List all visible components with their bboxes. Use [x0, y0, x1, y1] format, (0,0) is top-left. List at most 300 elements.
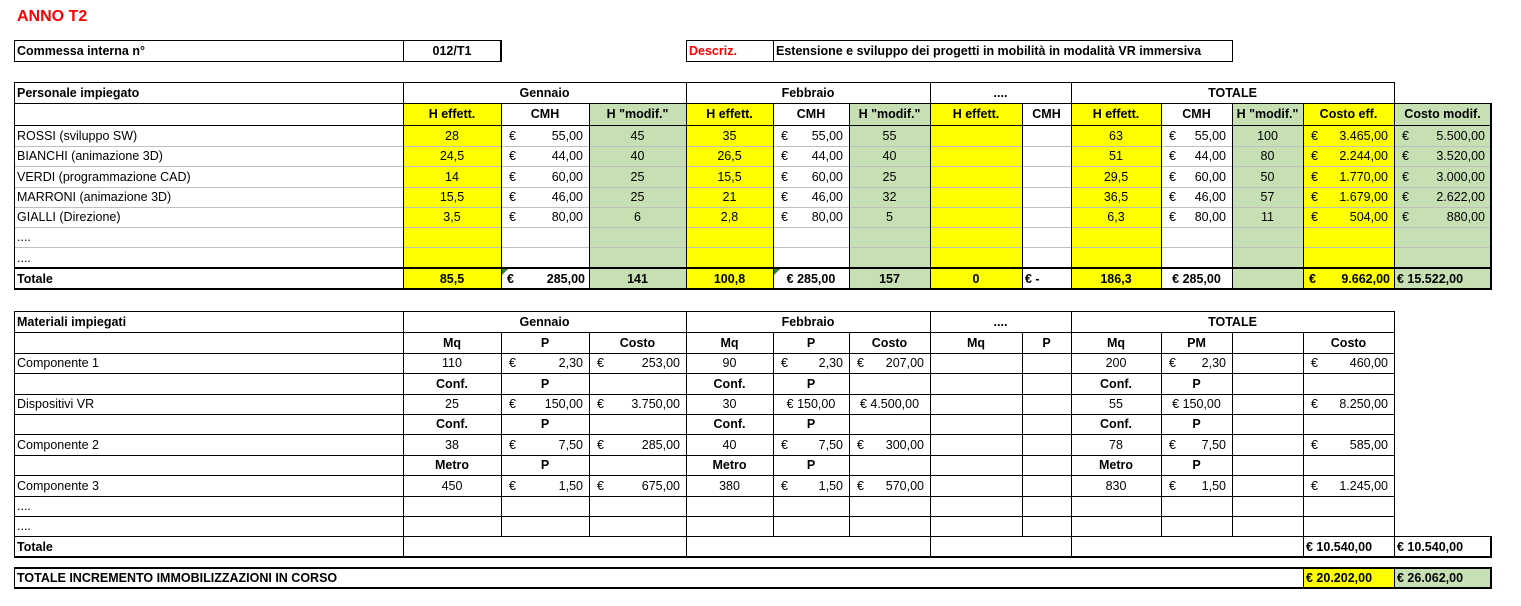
price-header: P [540, 376, 550, 391]
period-header: .... [993, 314, 1008, 329]
currency-amount: 80,00 [811, 210, 843, 224]
currency-amount: 2,30 [1201, 356, 1226, 370]
currency-amount: 7,50 [1201, 437, 1226, 452]
currency-amount: 60,00 [811, 169, 843, 184]
column-header: H "modif." [606, 107, 669, 121]
currency-amount: 570,00 [885, 478, 924, 493]
currency-symbol: € [781, 356, 788, 370]
period-header: Febbraio [781, 314, 835, 329]
hours-mod-total-cell[interactable]: 100 [1257, 128, 1278, 143]
column-header: CMH [530, 107, 560, 121]
hours-mod-cell[interactable]: 6 [634, 210, 641, 224]
page-title: ANNO T2 [17, 8, 88, 25]
total-cmh[interactable]: € 285,00 [786, 271, 836, 286]
currency-symbol: € [1311, 437, 1318, 452]
column-header: CMH [796, 107, 826, 121]
grid-line [14, 207, 1492, 208]
currency-amount: 8.250,00 [1339, 397, 1388, 411]
hours-mod-cell[interactable]: 5 [886, 210, 893, 224]
grid-line [849, 332, 850, 537]
period-header: .... [993, 85, 1008, 100]
period-header: Gennaio [519, 85, 570, 100]
price-cell[interactable] [773, 434, 849, 455]
grid-line [1161, 332, 1162, 537]
currency-symbol: € [1169, 169, 1176, 184]
grid-line [849, 103, 850, 290]
price-header: P [806, 376, 816, 391]
currency-symbol: € [781, 169, 788, 184]
hours-cell[interactable]: 21 [722, 190, 737, 204]
total-hours[interactable]: 85,5 [439, 271, 465, 286]
currency-symbol: € [781, 437, 788, 452]
hours-mod-cell[interactable]: 40 [630, 149, 645, 163]
currency-amount: 1.245,00 [1339, 478, 1388, 493]
currency-amount: 7,50 [818, 437, 843, 452]
currency-amount: 46,00 [551, 190, 583, 204]
price-header: P [806, 458, 816, 472]
price-header: P [1192, 417, 1201, 431]
column-header: Costo eff. [1319, 107, 1378, 121]
grid-line [14, 125, 1492, 126]
hours-mod-cell[interactable]: 25 [630, 190, 645, 204]
currency-symbol: € [1169, 149, 1176, 163]
hours-total-cell[interactable]: 6,3 [1107, 210, 1125, 224]
grid-line [1022, 103, 1023, 290]
grid-line [1303, 536, 1304, 558]
column-header: Costo [1330, 335, 1367, 350]
currency-amount: 55,00 [811, 128, 843, 143]
quantity-cell[interactable]: 110 [442, 356, 462, 370]
currency-amount: 9.662,00 [1341, 271, 1390, 286]
hours-mod-cell[interactable]: 32 [882, 190, 897, 204]
price-cell[interactable] [1161, 475, 1232, 496]
grid-line [1394, 568, 1395, 589]
total-hours-mod[interactable]: 157 [879, 271, 900, 286]
currency-symbol: € [509, 190, 516, 204]
currency-amount: 80,00 [1194, 210, 1226, 224]
column-header: Mq [720, 335, 739, 350]
currency-symbol: € [509, 149, 516, 163]
total-label: Totale [17, 271, 53, 286]
cost-cell[interactable] [589, 394, 686, 414]
grid-line [1303, 568, 1304, 589]
cost-cell[interactable] [849, 434, 930, 455]
employee-name: MARRONI (animazione 3D) [17, 190, 172, 204]
grid-line [14, 247, 1492, 248]
currency-amount: 60,00 [1194, 169, 1226, 184]
currency-symbol: € [1311, 210, 1318, 224]
total-costo-eff[interactable] [1303, 268, 1394, 289]
grid-line [403, 40, 404, 62]
currency-symbol: € [1402, 128, 1409, 143]
grid-line [14, 455, 1395, 456]
unit-header: Conf. [436, 376, 468, 391]
currency-symbol: € [1309, 271, 1316, 286]
grid-line [773, 103, 774, 290]
costo-eff-cell[interactable] [1303, 146, 1394, 166]
currency-amount: 253,00 [641, 356, 680, 370]
hours-mod-total-cell[interactable]: 50 [1260, 169, 1275, 184]
total-label: Totale [17, 539, 53, 554]
costo-eff-cell[interactable] [1303, 187, 1394, 207]
grid-line [403, 311, 404, 558]
currency-amount: 675,00 [641, 478, 680, 493]
column-header: Mq [442, 335, 462, 350]
currency-amount: 44,00 [551, 149, 583, 163]
currency-symbol: € [857, 356, 864, 370]
descr-value[interactable]: Estensione e sviluppo dei progetti in mobilità in modalità VR immersiva [776, 43, 1202, 58]
currency-amount: 2,30 [558, 356, 583, 370]
column-header: H effett. [952, 107, 1000, 121]
currency-amount: 1,50 [558, 478, 583, 493]
material-name: Componente 2 [17, 437, 100, 452]
price-cell[interactable]: € 150,00 [1172, 397, 1221, 411]
grid-line [14, 536, 1492, 537]
commessa-value[interactable]: 012/T1 [432, 43, 472, 58]
currency-amount: 3.465,00 [1339, 128, 1388, 143]
total-cmh[interactable]: € 285,00 [1172, 271, 1221, 286]
grand-total-costo-eff[interactable]: € 20.202,00 [1306, 571, 1373, 585]
cmh-cell[interactable] [1161, 207, 1232, 227]
unit-header: Metro [434, 458, 470, 472]
hours-cell[interactable]: 15,5 [717, 169, 742, 184]
price-cell[interactable]: € 150,00 [786, 397, 836, 411]
quantity-cell[interactable]: 90 [722, 356, 737, 370]
currency-amount: 1.679,00 [1339, 190, 1388, 204]
grand-total-label: TOTALE INCREMENTO IMMOBILIZZAZIONI IN CORSO [17, 571, 338, 585]
grid-line [14, 40, 404, 41]
cost-cell[interactable] [589, 434, 686, 455]
currency-amount: 80,00 [551, 210, 583, 224]
grid-line [1303, 103, 1304, 290]
quantity-cell[interactable]: 450 [441, 478, 463, 493]
column-header: Mq [1106, 335, 1126, 350]
currency-symbol: € [781, 128, 788, 143]
total-cmh[interactable] [501, 268, 589, 289]
hours-cell[interactable]: 28 [445, 128, 459, 143]
quantity-total-cell[interactable]: 78 [1109, 437, 1123, 452]
unit-header: Conf. [713, 376, 746, 391]
grid-line [14, 475, 1395, 476]
currency-symbol: € [597, 437, 604, 452]
currency-amount: 1,50 [818, 478, 843, 493]
grid-line [14, 82, 15, 290]
hours-total-cell[interactable]: 51 [1109, 149, 1123, 163]
cost-total-cell[interactable] [1303, 353, 1394, 373]
currency-amount: 207,00 [885, 356, 924, 370]
total-hours[interactable]: 100,8 [713, 271, 746, 286]
total-costo-mod[interactable]: € 10.540,00 [1397, 539, 1464, 554]
grid-line [1232, 103, 1233, 290]
grid-line [14, 146, 1492, 147]
hours-mod-total-cell[interactable]: 11 [1261, 210, 1274, 224]
cost-total-cell[interactable] [1303, 434, 1394, 455]
quantity-total-cell[interactable]: 55 [1109, 397, 1123, 411]
currency-amount: 150,00 [544, 397, 583, 411]
cmh-cell[interactable] [501, 166, 589, 187]
hours-cell[interactable]: 26,5 [717, 149, 742, 163]
currency-symbol: € [1169, 128, 1176, 143]
cost-total-cell[interactable] [1303, 475, 1394, 496]
cmh-cell[interactable] [501, 207, 589, 227]
currency-amount: 5.500,00 [1436, 128, 1485, 143]
cmh-cell[interactable] [1161, 166, 1232, 187]
column-header: H "modif." [1236, 107, 1299, 121]
column-header: Costo [871, 335, 908, 350]
total-hours[interactable]: 0 [972, 271, 980, 286]
hours-mod-cell[interactable]: 40 [882, 149, 897, 163]
grid-line [686, 82, 687, 290]
currency-symbol: € [509, 437, 516, 452]
hours-mod-total-cell[interactable]: 80 [1260, 149, 1275, 163]
unit-header: Conf. [1100, 417, 1132, 431]
grid-line [589, 332, 590, 537]
grid-line [14, 82, 1395, 83]
currency-amount: 285,00 [641, 437, 680, 452]
currency-amount: 1,50 [1201, 478, 1226, 493]
currency-amount: 2.244,00 [1339, 149, 1388, 163]
unit-header: Metro [1098, 458, 1134, 472]
price-cell[interactable] [501, 475, 589, 496]
hours-mod-total-cell[interactable]: 57 [1260, 190, 1275, 204]
grid-line [1394, 82, 1395, 290]
grid-line [501, 332, 502, 537]
total-costo-eff[interactable]: € 10.540,00 [1306, 539, 1373, 554]
currency-symbol: € [1402, 210, 1409, 224]
comment-marker-icon [502, 269, 508, 275]
grid-line [14, 373, 1395, 374]
hours-mod-cell[interactable]: 25 [882, 169, 897, 184]
currency-amount: 3.000,00 [1436, 169, 1485, 184]
column-header: H effett. [428, 107, 476, 121]
period-header: Febbraio [781, 85, 835, 100]
grid-line [1022, 332, 1023, 537]
quantity-cell[interactable]: 38 [445, 437, 459, 452]
unit-header: Conf. [436, 417, 468, 431]
currency-symbol: € [509, 169, 516, 184]
cost-cell[interactable] [589, 475, 686, 496]
grid-line [14, 61, 404, 62]
currency-amount: 55,00 [1194, 128, 1226, 143]
column-header: CMH [1182, 107, 1211, 121]
grid-line [1071, 311, 1072, 558]
currency-amount: 2.622,00 [1436, 190, 1485, 204]
quantity-cell[interactable]: 30 [722, 397, 737, 411]
cost-cell[interactable] [849, 353, 930, 373]
hours-mod-cell[interactable]: 25 [630, 169, 645, 184]
costo-eff-cell[interactable] [1303, 166, 1394, 187]
material-name: Dispositivi VR [17, 397, 95, 411]
grid-line [686, 40, 687, 62]
currency-symbol: € [1311, 397, 1318, 411]
cmh-cell[interactable] [1161, 146, 1232, 166]
grid-line [930, 311, 931, 558]
price-cell[interactable] [501, 434, 589, 455]
currency-symbol: € [1311, 169, 1318, 184]
cmh-cell[interactable] [501, 125, 589, 146]
cmh-cell[interactable] [773, 166, 849, 187]
hours-cell[interactable]: 3,5 [443, 210, 461, 224]
costo-mod-cell[interactable] [1394, 187, 1491, 207]
costo-eff-cell[interactable] [1303, 207, 1394, 227]
column-header: Costo modif. [1404, 107, 1481, 121]
currency-symbol: € [1169, 190, 1176, 204]
grid-line [403, 82, 404, 290]
grid-line [403, 40, 502, 41]
price-header: P [1192, 376, 1201, 391]
grid-line [14, 311, 15, 558]
grid-line [14, 414, 1395, 415]
currency-symbol: € [781, 210, 788, 224]
grid-line [773, 40, 1233, 41]
grid-line [773, 61, 1233, 62]
cost-cell[interactable] [849, 475, 930, 496]
costo-mod-cell[interactable] [1394, 166, 1491, 187]
column-header: H effett. [1092, 107, 1140, 121]
currency-symbol: € [597, 397, 604, 411]
cmh-cell[interactable] [773, 125, 849, 146]
unit-header: Conf. [1100, 376, 1132, 391]
grid-line [1303, 332, 1304, 537]
hours-total-cell[interactable]: 36,5 [1103, 190, 1129, 204]
currency-amount: 285,00 [546, 271, 585, 286]
total-hours[interactable]: 186,3 [1100, 271, 1132, 286]
currency-amount: 46,00 [811, 190, 843, 204]
currency-symbol: € [857, 437, 864, 452]
price-cell[interactable] [501, 394, 589, 414]
cmh-cell[interactable] [1161, 125, 1232, 146]
hours-cell[interactable]: 2,8 [720, 210, 739, 224]
grid-line [14, 332, 1395, 333]
grid-line [773, 40, 774, 62]
cost-cell[interactable]: € 4.500,00 [859, 397, 920, 411]
grid-line [14, 166, 1492, 167]
currency-amount: 3.520,00 [1436, 149, 1485, 163]
cost-total-cell[interactable] [1303, 394, 1394, 414]
currency-symbol: € [1169, 356, 1176, 370]
grid-line [14, 587, 1492, 589]
grid-line [930, 82, 931, 290]
column-header: PM [1187, 335, 1206, 350]
material-name: Componente 3 [17, 478, 100, 493]
grid-line [500, 40, 502, 62]
quantity-cell[interactable]: 25 [445, 397, 459, 411]
period-header: Gennaio [519, 314, 570, 329]
currency-symbol: € [1169, 437, 1176, 452]
grid-line [1161, 103, 1162, 290]
grid-line [14, 434, 1395, 435]
costo-eff-cell[interactable] [1303, 125, 1394, 146]
hours-cell[interactable]: 14 [445, 169, 459, 184]
hours-cell[interactable]: 24,5 [439, 149, 465, 163]
costo-mod-cell[interactable] [1394, 207, 1491, 227]
cmh-cell[interactable] [773, 207, 849, 227]
currency-amount: 60,00 [551, 169, 583, 184]
currency-symbol: € [1311, 356, 1318, 370]
grid-line [14, 568, 15, 589]
currency-amount: 7,50 [558, 437, 583, 452]
quantity-cell[interactable]: 40 [722, 437, 737, 452]
quantity-total-cell[interactable]: 200 [1105, 356, 1127, 370]
grid-line [14, 267, 1492, 269]
grid-line [14, 556, 1492, 558]
price-cell[interactable] [501, 353, 589, 373]
currency-symbol: € [1169, 478, 1176, 493]
currency-amount: 46,00 [1194, 190, 1226, 204]
grid-line [686, 311, 687, 558]
quantity-total-cell[interactable]: 830 [1105, 478, 1127, 493]
currency-symbol: € [509, 210, 516, 224]
cmh-cell[interactable] [773, 146, 849, 166]
currency-symbol: € [1402, 149, 1409, 163]
cmh-cell[interactable] [501, 146, 589, 166]
currency-symbol: € [597, 356, 604, 370]
price-cell[interactable] [773, 475, 849, 496]
grid-line [14, 567, 1492, 569]
grid-line [14, 187, 1492, 188]
cost-cell[interactable] [589, 353, 686, 373]
total-hours-mod[interactable]: 141 [627, 271, 648, 286]
hours-total-cell[interactable]: 63 [1109, 128, 1123, 143]
grid-line [1490, 568, 1492, 589]
quantity-cell[interactable]: 380 [719, 478, 740, 493]
comment-marker-icon [774, 269, 780, 275]
materiali-label: Materiali impiegati [17, 314, 127, 329]
currency-symbol: € [1169, 210, 1176, 224]
price-cell[interactable] [1161, 434, 1232, 455]
currency-symbol: € [1311, 128, 1318, 143]
grid-line [14, 288, 1492, 290]
grid-line [589, 103, 590, 290]
employee-name: BIANCHI (animazione 3D) [17, 149, 163, 163]
hours-cell[interactable]: 35 [722, 128, 737, 143]
column-header: H "modif." [858, 107, 921, 121]
total-costo-mod[interactable]: € 15.522,00 [1397, 271, 1464, 286]
total-cmh[interactable]: € - [1025, 271, 1040, 286]
price-cell[interactable] [1161, 353, 1232, 373]
cmh-cell[interactable] [1161, 187, 1232, 207]
grand-total-costo-mod[interactable]: € 26.062,00 [1397, 571, 1464, 585]
grid-line [1490, 103, 1492, 290]
grid-line [1232, 332, 1233, 537]
cmh-cell[interactable] [773, 187, 849, 207]
hours-cell[interactable]: 15,5 [439, 190, 465, 204]
costo-mod-cell[interactable] [1394, 125, 1491, 146]
currency-amount: 3.750,00 [631, 397, 680, 411]
currency-amount: 44,00 [811, 149, 843, 163]
hours-total-cell[interactable]: 29,5 [1103, 169, 1129, 184]
currency-amount: 44,00 [1194, 149, 1226, 163]
costo-mod-cell[interactable] [1394, 146, 1491, 166]
cmh-cell[interactable] [501, 187, 589, 207]
currency-symbol: € [781, 149, 788, 163]
hours-mod-cell[interactable]: 45 [630, 128, 645, 143]
currency-amount: 880,00 [1446, 210, 1485, 224]
currency-amount: 585,00 [1349, 437, 1388, 452]
currency-amount: 460,00 [1349, 356, 1388, 370]
price-cell[interactable] [773, 353, 849, 373]
hours-mod-cell[interactable]: 55 [882, 128, 897, 143]
grid-line [686, 61, 774, 62]
currency-symbol: € [781, 478, 788, 493]
currency-amount: 2,30 [818, 356, 843, 370]
period-header: TOTALE [1208, 85, 1257, 100]
grid-line [14, 353, 1395, 354]
placeholder-row: .... [17, 519, 31, 533]
currency-symbol: € [1402, 190, 1409, 204]
grid-line [14, 311, 1395, 312]
grid-line [14, 40, 15, 62]
